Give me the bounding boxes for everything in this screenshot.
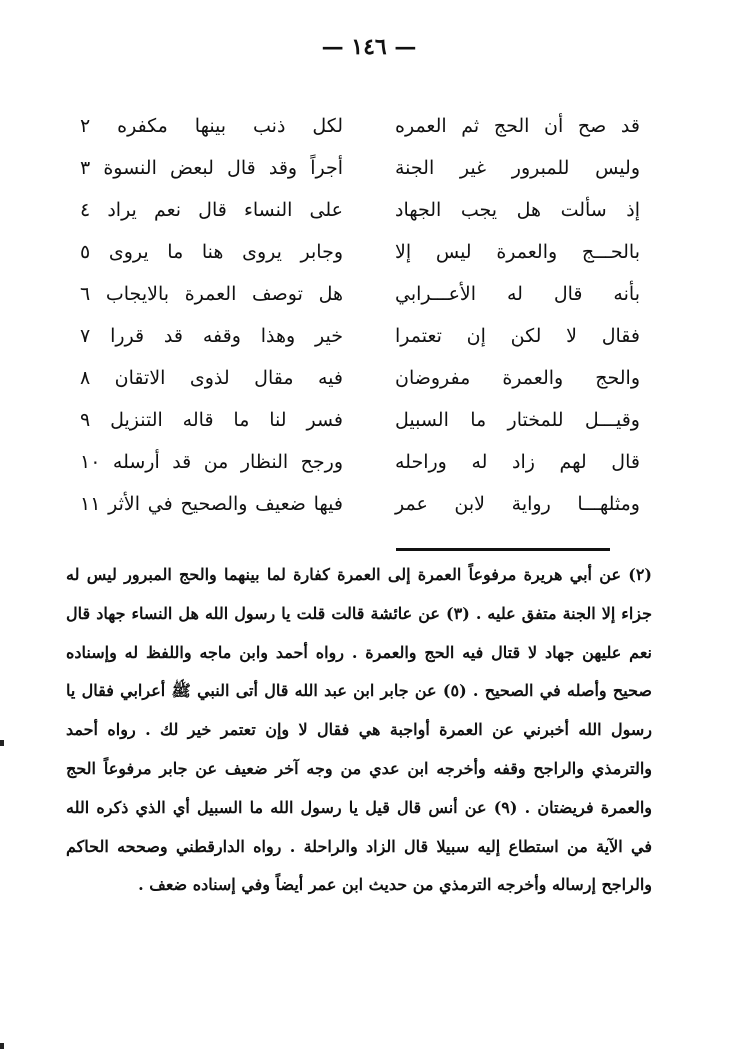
scan-artifact: [0, 740, 4, 746]
footnote-divider: [396, 548, 610, 551]
verse-6-second-hemistich: خير وهذا وقفه قد قررا ٧: [80, 325, 343, 347]
verse-4-first-hemistich: بالحـــج والعمرة ليس إلا: [395, 241, 640, 263]
verse-7-second-hemistich: فيه مقال لذوى الاتقان ٨: [80, 367, 343, 389]
verse-1-first-hemistich: قد صح أن الحج ثم العمره: [395, 115, 640, 137]
verse-6-first-hemistich: فقال لا لكن إن تعتمرا: [395, 325, 640, 347]
verse-9-first-hemistich: قال لهم زاد له وراحله: [395, 451, 640, 473]
verse-3-first-hemistich: إذ سألت هل يجب الجهاد: [395, 199, 640, 221]
verse-3: [80, 189, 640, 231]
verse-1: [80, 105, 640, 147]
verse-8: [80, 399, 640, 441]
verse-2: [80, 147, 640, 189]
verse-7-first-hemistich: والحج والعمرة مفروضان: [395, 367, 640, 389]
verse-4-second-hemistich: وجابر يروى هنا ما يروى ٥: [80, 241, 343, 263]
verse-10-second-hemistich: فيها ضعيف والصحيح في الأثر ١١: [80, 493, 343, 515]
page-number: — ١٤٦ —: [321, 34, 417, 60]
verse-9-second-hemistich: ورجح النظار من قد أرسله ١٠: [80, 451, 343, 473]
verse-2-first-hemistich: وليس للمبرور غير الجنة: [395, 157, 640, 179]
verse-10-first-hemistich: ومثلهـــا رواية لابن عمر: [395, 493, 640, 515]
footnotes-block: (٢) عن أبي هريرة مرفوعاً العمرة إلى العمرة كفارة لما بينهما والحج المبرور ليس له جزاء إلا الجنة متفق عليه . (٣) عن عائشة قالت قلت يا رسول الله هل النساء جهاد قال نعم عليهن جهاد لا قتال فيه الحج والعمرة . رواه أحمد وابن ماجه واللفظ له وإسناده صحيح وأصله في الصحيح . (٥) عن جابر ابن عبد الله قال أتى النبي ﷺ أعرابي فقال يا رسول الله أخبرني عن العمرة أواجبة هي فقال لا وإن تعتمر خير لك . رواه أحمد والترمذي والراجح وقفه وأخرجه ابن عدي من وجه آخر ضعيف عن جابر مرفوعاً الحج والعمرة فريضتان . (٩) عن أنس قال قيل يا رسول الله ما السبيل أي الذي ذكره الله في الآية من استطاع إليه سبيلا قال الزاد والراحلة . رواه الدارقطني وصححه الحاكم والراجح إرساله وأخرجه الترمذي من حديث ابن عمر أيضاً وفي إسناده ضعف .: [66, 565, 653, 895]
verse-10: [80, 483, 640, 525]
verse-5: [80, 273, 640, 315]
verse-7: [80, 357, 640, 399]
verse-2-second-hemistich: أجراً وقد قال لبعض النسوة ٣: [80, 157, 343, 179]
verse-9: [80, 441, 640, 483]
scan-artifact: [0, 1043, 4, 1049]
verse-5-second-hemistich: هل توصف العمرة بالايجاب ٦: [80, 283, 343, 305]
verse-4: [80, 231, 640, 273]
verse-6: [80, 315, 640, 357]
verse-3-second-hemistich: على النساء قال نعم يراد ٤: [80, 199, 343, 221]
poem: [80, 105, 640, 525]
verse-5-first-hemistich: بأنه قال له الأعـــرابي: [395, 283, 640, 305]
verse-1-second-hemistich: لكل ذنب بينها مكفره ٢: [80, 115, 343, 137]
verse-8-second-hemistich: فسر لنا ما قاله التنزيل ٩: [80, 409, 343, 431]
verse-8-first-hemistich: وقيـــل للمختار ما السبيل: [395, 409, 640, 431]
